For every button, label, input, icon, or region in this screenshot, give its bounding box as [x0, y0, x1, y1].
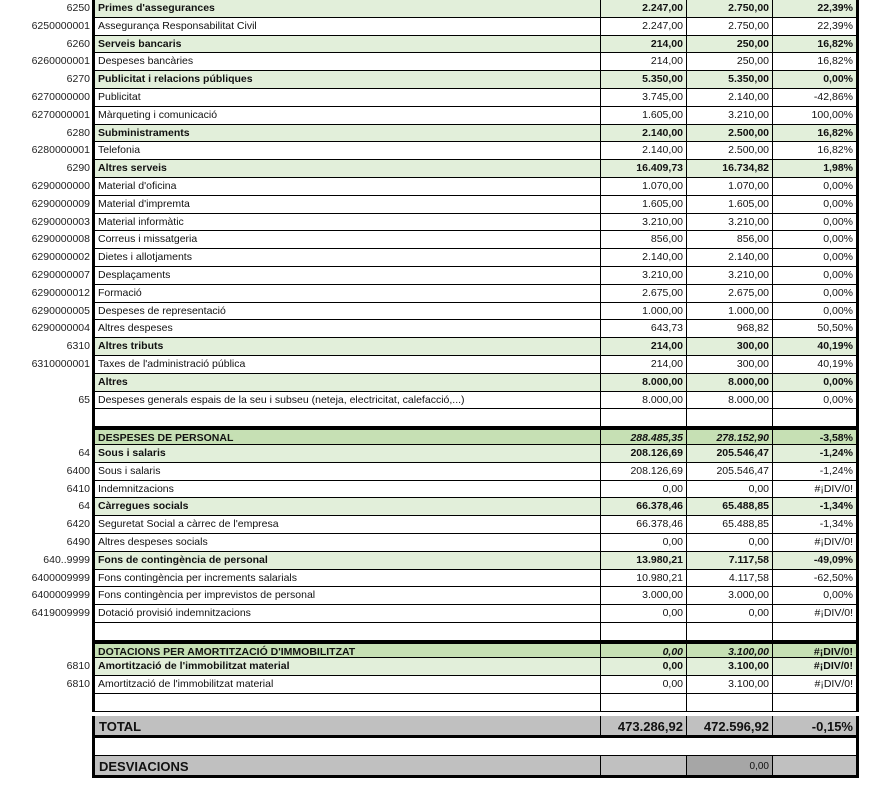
budget-current-cell[interactable]: 5.350,00	[686, 71, 772, 89]
budget-previous-cell[interactable]: 3.210,00	[600, 267, 686, 285]
budget-current-cell[interactable]	[686, 409, 772, 427]
variation-percent-cell[interactable]: #¡DIV/0!	[772, 481, 859, 499]
table-row[interactable]	[0, 107, 891, 125]
budget-current-cell[interactable]: 7.117,58	[686, 552, 772, 570]
table-row[interactable]	[0, 676, 891, 694]
budget-current-cell[interactable]: 65.488,85	[686, 516, 772, 534]
account-code: 6419009999	[31, 607, 90, 620]
account-code: 6290000009	[31, 197, 90, 210]
table-row[interactable]	[0, 445, 891, 463]
table-row[interactable]	[0, 71, 891, 89]
account-code	[0, 409, 92, 427]
description-cell[interactable]: Càrregues socials	[95, 498, 600, 516]
description-cell[interactable]: Correus i missatgeria	[95, 231, 600, 249]
table-row[interactable]	[0, 285, 891, 303]
account-code: 6260	[66, 37, 90, 50]
description-cell[interactable]: Material d'impremta	[95, 196, 600, 214]
table-row[interactable]	[0, 36, 891, 54]
account-code: 6270	[66, 73, 90, 86]
budget-previous-cell[interactable]: 1.605,00	[600, 196, 686, 214]
budget-previous-cell[interactable]: 1.070,00	[600, 178, 686, 196]
budget-current-cell[interactable]: 278.152,90	[686, 427, 772, 445]
deviations-current[interactable]: 0,00	[686, 756, 772, 778]
variation-percent-cell[interactable]	[772, 694, 859, 712]
description-cell[interactable]: Fons contingència per imprevistos de personal	[95, 587, 600, 605]
table-row[interactable]	[0, 409, 891, 427]
account-code: 6270000001	[31, 108, 90, 121]
variation-percent-cell[interactable]: #¡DIV/0!	[772, 658, 859, 676]
budget-previous-cell[interactable]: 8.000,00	[600, 392, 686, 410]
description-cell[interactable]: Altres serveis	[95, 160, 600, 178]
budget-current-cell[interactable]: 3.100,00	[686, 676, 772, 694]
account-code: 6290000000	[31, 179, 90, 192]
variation-percent-cell[interactable]: 16,82%	[772, 125, 859, 143]
description-cell[interactable]: Primes d'assegurances	[95, 0, 600, 18]
account-code: 6290000012	[31, 286, 90, 299]
description-cell[interactable]: Despeses de representació	[95, 303, 600, 321]
table-row[interactable]	[0, 605, 891, 623]
description-cell[interactable]: Desplaçaments	[95, 267, 600, 285]
budget-current-cell[interactable]: 205.546,47	[686, 463, 772, 481]
variation-percent-cell[interactable]: 100,00%	[772, 107, 859, 125]
account-code: 640..9999	[43, 553, 90, 566]
description-cell[interactable]: Dotació provisió indemnitzacions	[95, 605, 600, 623]
total-row[interactable]	[0, 716, 891, 738]
budget-current-cell[interactable]: 1.000,00	[686, 303, 772, 321]
variation-percent-cell[interactable]: 0,00%	[772, 587, 859, 605]
description-cell[interactable]: Formació	[95, 285, 600, 303]
variation-percent-cell[interactable]: 16,82%	[772, 53, 859, 71]
deviations-variation[interactable]	[772, 756, 859, 778]
account-code: 6310	[66, 340, 90, 353]
variation-percent-cell[interactable]: -1,34%	[772, 516, 859, 534]
budget-previous-cell[interactable]: 643,73	[600, 320, 686, 338]
variation-percent-cell[interactable]: 0,00%	[772, 303, 859, 321]
budget-current-cell[interactable]: 250,00	[686, 53, 772, 71]
table-row[interactable]	[0, 374, 891, 392]
budget-previous-cell[interactable]: 856,00	[600, 231, 686, 249]
description-cell[interactable]: Seguretat Social a càrrec de l'empresa	[95, 516, 600, 534]
account-code: 64	[78, 446, 90, 459]
budget-previous-cell[interactable]: 2.140,00	[600, 142, 686, 160]
variation-percent-cell[interactable]	[772, 623, 859, 641]
account-code: 6420	[66, 518, 90, 531]
account-code	[0, 694, 92, 712]
variation-percent-cell[interactable]: 0,00%	[772, 374, 859, 392]
total-variation[interactable]: -0,15%	[772, 716, 859, 738]
budget-current-cell[interactable]: 0,00	[686, 534, 772, 552]
account-code: 6400	[66, 464, 90, 477]
description-cell[interactable]: Publicitat i relacions públiques	[95, 71, 600, 89]
description-cell[interactable]: Serveis bancaris	[95, 36, 600, 54]
description-cell[interactable]: Assegurança Responsabilitat Civil	[95, 18, 600, 36]
budget-previous-cell[interactable]: 3.210,00	[600, 214, 686, 232]
budget-previous-cell[interactable]: 66.378,46	[600, 498, 686, 516]
budget-previous-cell[interactable]: 3.000,00	[600, 587, 686, 605]
budget-current-cell[interactable]: 16.734,82	[686, 160, 772, 178]
description-cell[interactable]: Altres despeses socials	[95, 534, 600, 552]
budget-current-cell[interactable]: 2.140,00	[686, 249, 772, 267]
table-row[interactable]	[0, 320, 891, 338]
budget-current-cell[interactable]: 2.500,00	[686, 142, 772, 160]
description-cell[interactable]: Material informàtic	[95, 214, 600, 232]
budget-previous-cell[interactable]: 0,00	[600, 481, 686, 499]
budget-previous-cell[interactable]	[600, 409, 686, 427]
account-code: 6290000002	[31, 251, 90, 264]
table-row[interactable]	[0, 18, 891, 36]
description-cell[interactable]: Altres tributs	[95, 338, 600, 356]
variation-percent-cell[interactable]: 0,00%	[772, 392, 859, 410]
variation-percent-cell[interactable]: 0,00%	[772, 285, 859, 303]
account-code: 65	[78, 393, 90, 406]
table-row[interactable]	[0, 623, 891, 641]
description-cell[interactable]: Amortització de l'immobilitzat material	[95, 676, 600, 694]
budget-current-cell[interactable]: 3.000,00	[686, 587, 772, 605]
variation-percent-cell[interactable]: 0,00%	[772, 196, 859, 214]
budget-current-cell[interactable]: 3.210,00	[686, 267, 772, 285]
variation-percent-cell[interactable]: 0,00%	[772, 214, 859, 232]
budget-previous-cell[interactable]: 214,00	[600, 36, 686, 54]
budget-current-cell[interactable]: 300,00	[686, 338, 772, 356]
budget-previous-cell[interactable]: 0,00	[600, 658, 686, 676]
budget-previous-cell[interactable]: 13.980,21	[600, 552, 686, 570]
budget-current-cell[interactable]: 3.210,00	[686, 214, 772, 232]
budget-previous-cell[interactable]	[600, 694, 686, 712]
total-current[interactable]: 472.596,92	[686, 716, 772, 738]
variation-percent-cell[interactable]: 40,19%	[772, 338, 859, 356]
description-cell[interactable]: Fons contingència per increments salarials	[95, 570, 600, 588]
budget-previous-cell[interactable]: 0,00	[600, 534, 686, 552]
table-row[interactable]	[0, 658, 891, 676]
budget-current-cell[interactable]: 856,00	[686, 231, 772, 249]
table-row[interactable]	[0, 196, 891, 214]
table-row[interactable]	[0, 160, 891, 178]
table-row[interactable]	[0, 178, 891, 196]
account-code: 64	[78, 500, 90, 513]
account-code: 6250000001	[31, 19, 90, 32]
description-cell[interactable]	[95, 694, 600, 712]
account-code	[0, 374, 92, 392]
table-row[interactable]	[0, 0, 891, 18]
budget-previous-cell[interactable]: 214,00	[600, 338, 686, 356]
account-code: 6400009999	[31, 571, 90, 584]
table-row[interactable]	[0, 587, 891, 605]
account-code: 6250	[66, 2, 90, 14]
description-cell[interactable]: Amortització de l'immobilitzat material	[95, 658, 600, 676]
budget-previous-cell[interactable]: 8.000,00	[600, 374, 686, 392]
budget-current-cell[interactable]: 3.100,00	[686, 641, 772, 659]
account-code	[0, 641, 92, 659]
table-row[interactable]	[0, 142, 891, 160]
budget-current-cell[interactable]	[686, 694, 772, 712]
budget-current-cell[interactable]: 2.750,00	[686, 0, 772, 18]
table-row[interactable]	[0, 338, 891, 356]
account-code: 6810	[66, 660, 90, 673]
budget-current-cell[interactable]: 0,00	[686, 605, 772, 623]
table-row[interactable]	[0, 552, 891, 570]
budget-current-cell[interactable]: 0,00	[686, 481, 772, 499]
variation-percent-cell[interactable]: 0,00%	[772, 71, 859, 89]
variation-percent-cell[interactable]: 0,00%	[772, 178, 859, 196]
budget-previous-cell[interactable]: 66.378,46	[600, 516, 686, 534]
budget-current-cell[interactable]: 1.605,00	[686, 196, 772, 214]
variation-percent-cell[interactable]: #¡DIV/0!	[772, 676, 859, 694]
table-row[interactable]	[0, 267, 891, 285]
budget-current-cell[interactable]: 1.070,00	[686, 178, 772, 196]
description-cell[interactable]: Sous i salaris	[95, 463, 600, 481]
deviations-row[interactable]	[0, 756, 891, 778]
variation-percent-cell[interactable]: 16,82%	[772, 36, 859, 54]
description-cell[interactable]: Taxes de l'administració pública	[95, 356, 600, 374]
description-cell[interactable]: Màrqueting i comunicació	[95, 107, 600, 125]
account-code	[0, 623, 92, 641]
budget-current-cell[interactable]: 3.210,00	[686, 107, 772, 125]
budget-current-cell[interactable]: 8.000,00	[686, 392, 772, 410]
variation-percent-cell[interactable]: 16,82%	[772, 142, 859, 160]
variation-percent-cell[interactable]: 0,00%	[772, 231, 859, 249]
budget-previous-cell[interactable]: 288.485,35	[600, 427, 686, 445]
description-cell[interactable]: Dietes i allotjaments	[95, 249, 600, 267]
variation-percent-cell[interactable]: -1,24%	[772, 445, 859, 463]
account-code: 6290000004	[31, 322, 90, 335]
budget-previous-cell[interactable]: 1.000,00	[600, 303, 686, 321]
budget-previous-cell[interactable]: 208.126,69	[600, 463, 686, 481]
variation-percent-cell[interactable]: -1,34%	[772, 498, 859, 516]
table-row[interactable]	[0, 53, 891, 71]
description-cell[interactable]: DOTACIONS PER AMORTITZACIÓ D'IMMOBILITZAT	[95, 641, 600, 659]
table-row[interactable]	[0, 125, 891, 143]
table-row[interactable]	[0, 303, 891, 321]
table-row[interactable]	[0, 249, 891, 267]
account-code: 6410	[66, 482, 90, 495]
budget-previous-cell[interactable]: 214,00	[600, 53, 686, 71]
budget-previous-cell[interactable]: 214,00	[600, 356, 686, 374]
budget-current-cell[interactable]: 300,00	[686, 356, 772, 374]
account-code: 6290000008	[31, 233, 90, 246]
table-row[interactable]	[0, 356, 891, 374]
description-cell[interactable]: Material d'oficina	[95, 178, 600, 196]
account-code: 6400009999	[31, 589, 90, 602]
budget-current-cell[interactable]: 3.100,00	[686, 658, 772, 676]
variation-percent-cell[interactable]: 22,39%	[772, 0, 859, 18]
budget-previous-cell[interactable]: 1.605,00	[600, 107, 686, 125]
description-cell[interactable]: Telefonia	[95, 142, 600, 160]
account-code: 6280	[66, 126, 90, 139]
table-row[interactable]	[0, 534, 891, 552]
budget-previous-cell[interactable]	[600, 623, 686, 641]
description-cell[interactable]: Altres despeses	[95, 320, 600, 338]
account-code: 6310000001	[31, 357, 90, 370]
budget-previous-cell[interactable]: 2.140,00	[600, 249, 686, 267]
table-row[interactable]	[0, 694, 891, 712]
account-code: 6810	[66, 678, 90, 691]
budget-current-cell[interactable]: 2.500,00	[686, 125, 772, 143]
spacer-row	[0, 738, 891, 756]
description-cell[interactable]	[95, 409, 600, 427]
budget-previous-cell[interactable]: 3.745,00	[600, 89, 686, 107]
table-row[interactable]	[0, 89, 891, 107]
table-row[interactable]	[0, 516, 891, 534]
variation-percent-cell[interactable]: 40,19%	[772, 356, 859, 374]
budget-previous-cell[interactable]: 16.409,73	[600, 160, 686, 178]
budget-previous-cell[interactable]: 208.126,69	[600, 445, 686, 463]
description-cell[interactable]: Altres	[95, 374, 600, 392]
description-cell[interactable]: Despeses generals espais de la seu i subseu (neteja, electricitat, calefacció,...)	[95, 392, 600, 410]
budget-previous-cell[interactable]: 2.140,00	[600, 125, 686, 143]
variation-percent-cell[interactable]: -1,24%	[772, 463, 859, 481]
account-code: 6290000007	[31, 268, 90, 281]
table-row[interactable]	[0, 498, 891, 516]
budget-previous-cell[interactable]: 0,00	[600, 676, 686, 694]
account-code: 6280000001	[31, 144, 90, 157]
budget-current-cell[interactable]: 250,00	[686, 36, 772, 54]
description-cell[interactable]: Sous i salaris	[95, 445, 600, 463]
description-cell[interactable]: Despeses bancàries	[95, 53, 600, 71]
budget-previous-cell[interactable]: 0,00	[600, 641, 686, 659]
account-code: 6290000003	[31, 215, 90, 228]
budget-previous-cell[interactable]: 2.247,00	[600, 18, 686, 36]
variation-percent-cell[interactable]: -49,09%	[772, 552, 859, 570]
description-cell[interactable]	[95, 623, 600, 641]
variation-percent-cell[interactable]: 0,00%	[772, 267, 859, 285]
table-row[interactable]	[0, 641, 891, 659]
budget-current-cell[interactable]: 65.488,85	[686, 498, 772, 516]
budget-previous-cell[interactable]: 0,00	[600, 605, 686, 623]
budget-current-cell[interactable]	[686, 623, 772, 641]
table-row[interactable]	[0, 463, 891, 481]
table-row[interactable]	[0, 427, 891, 445]
deviations-label: DESVIACIONS	[95, 756, 600, 778]
description-cell[interactable]: DESPESES DE PERSONAL	[95, 427, 600, 445]
table-row[interactable]	[0, 214, 891, 232]
account-code: 6290	[66, 162, 90, 175]
variation-percent-cell[interactable]: 0,00%	[772, 249, 859, 267]
variation-percent-cell[interactable]: -42,86%	[772, 89, 859, 107]
variation-percent-cell[interactable]: #¡DIV/0!	[772, 534, 859, 552]
variation-percent-cell[interactable]: -3,58%	[772, 427, 859, 445]
variation-percent-cell[interactable]: #¡DIV/0!	[772, 641, 859, 659]
variation-percent-cell[interactable]: 22,39%	[772, 18, 859, 36]
budget-current-cell[interactable]: 2.675,00	[686, 285, 772, 303]
budget-previous-cell[interactable]: 2.247,00	[600, 0, 686, 18]
variation-percent-cell[interactable]: -62,50%	[772, 570, 859, 588]
table-row[interactable]	[0, 481, 891, 499]
total-label: TOTAL	[95, 716, 600, 738]
account-code: 6490	[66, 535, 90, 548]
budget-current-cell[interactable]: 968,82	[686, 320, 772, 338]
variation-percent-cell[interactable]: 1,98%	[772, 160, 859, 178]
budget-current-cell[interactable]: 8.000,00	[686, 374, 772, 392]
budget-previous-cell[interactable]: 5.350,00	[600, 71, 686, 89]
table-row[interactable]	[0, 392, 891, 410]
table-row[interactable]	[0, 231, 891, 249]
table-row[interactable]	[0, 570, 891, 588]
variation-percent-cell[interactable]: 50,50%	[772, 320, 859, 338]
description-cell[interactable]: Subministraments	[95, 125, 600, 143]
description-cell[interactable]: Publicitat	[95, 89, 600, 107]
account-code	[0, 427, 92, 445]
budget-previous-cell[interactable]: 10.980,21	[600, 570, 686, 588]
deviations-previous[interactable]	[600, 756, 686, 778]
account-code: 6260000001	[31, 55, 90, 68]
variation-percent-cell[interactable]	[772, 409, 859, 427]
budget-current-cell[interactable]: 4.117,58	[686, 570, 772, 588]
description-cell[interactable]: Indemnitzacions	[95, 481, 600, 499]
budget-current-cell[interactable]: 2.140,00	[686, 89, 772, 107]
budget-current-cell[interactable]: 2.750,00	[686, 18, 772, 36]
description-cell[interactable]: Fons de contingència de personal	[95, 552, 600, 570]
budget-current-cell[interactable]: 205.546,47	[686, 445, 772, 463]
budget-previous-cell[interactable]: 2.675,00	[600, 285, 686, 303]
variation-percent-cell[interactable]: #¡DIV/0!	[772, 605, 859, 623]
total-previous[interactable]: 473.286,92	[600, 716, 686, 738]
account-code: 6290000005	[31, 304, 90, 317]
account-code: 6270000000	[31, 90, 90, 103]
